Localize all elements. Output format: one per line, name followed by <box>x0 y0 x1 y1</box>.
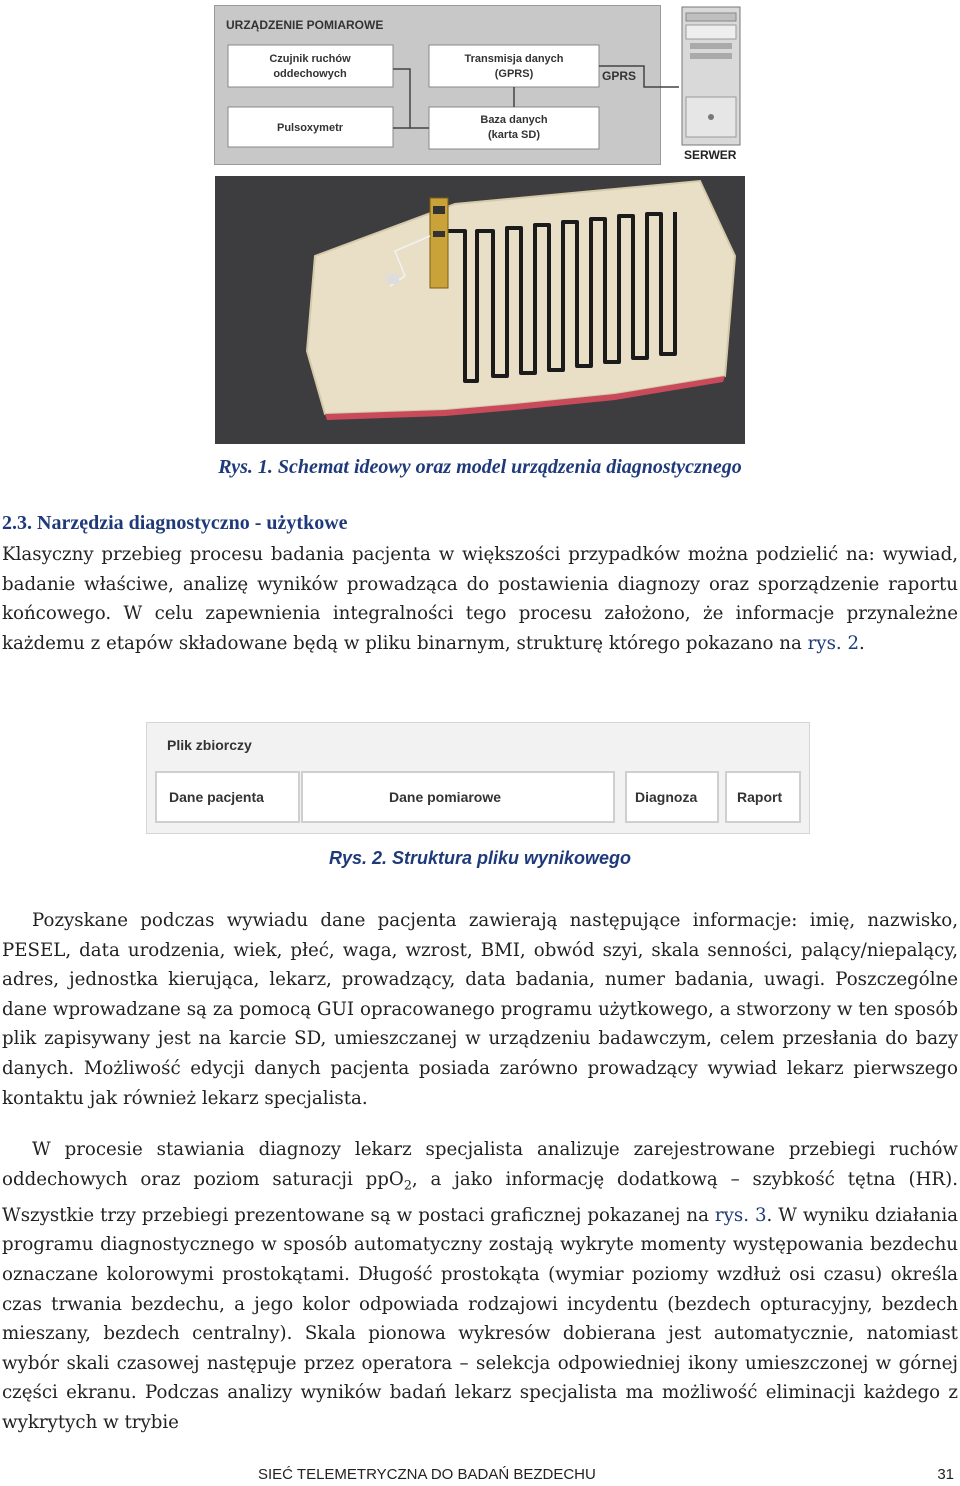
gprs-link-label: GPRS <box>602 69 637 83</box>
file-structure-title: Plik zbiorczy <box>167 737 252 753</box>
database-label-2: (karta SD) <box>488 129 540 141</box>
device-title: URZĄDZENIE POMIAROWE <box>226 18 384 32</box>
database-label-1: Baza danych <box>480 114 548 126</box>
figure-2-caption: Rys. 2. Struktura pliku wynikowego <box>328 848 632 868</box>
file-structure-diagram <box>146 722 810 834</box>
paragraph-3 <box>2 1135 958 1438</box>
transmission-label-2: (GPRS) <box>494 68 534 80</box>
figure-3-reference[interactable]: rys. 3 <box>714 1204 767 1226</box>
sensor-label-1: Czujnik ruchów <box>269 53 351 65</box>
paragraph-3-text-a: W procesie stawiania diagnozy lekarz specjalista analizuje zarejestrowane przebiegi ruchów oddechowych oraz poziom saturacji ppO <box>2 1139 958 1190</box>
section-heading: 2.3. Narzędzia diagnostyczno - użytkowe <box>2 512 348 534</box>
paragraph-3-text-b: , a jako informację dodatkową – szybkość tętna (HR). Wszystkie trzy przebiegi prezentowane są w postaci graficznej pokazanej na <box>2 1168 959 1226</box>
paragraph-3-subscript: 2 <box>403 1178 412 1194</box>
cell-patient-data: Dane pacjenta <box>155 771 300 823</box>
figure-1-caption: Rys. 1. Schemat ideowy oraz model urządzenia diagnostycznego <box>218 456 742 478</box>
cell-report: Raport <box>725 771 801 823</box>
server-icon <box>682 7 740 145</box>
page-number: 31 <box>937 1466 954 1483</box>
sensor-box <box>228 45 393 87</box>
paragraph-1-text-b: . <box>859 632 865 654</box>
cell-measurement-data: Dane pomiarowe <box>301 771 615 823</box>
paragraph-3-text-c: . W wyniku działania programu diagnostycznego w sposób automatyczny zostają wykryte momenty występowania bezdechu oznaczane kolorowymi prostokątami. Długość prostokąta (wymiar poziomy wzdłuż osi czasu) określa czas trwania bezdechu, a jego kolor odpowiada rodzajowi incydentu (bezdech opturacyjny, bezdech mieszany, bezdech centralny). Skala pionowa wykresów dobierana jest automatycznie, natomiast wybór skali czasowej następuje przez operatora – selekcja odpowiedniej ikony umieszczonej w górnej części ekranu. Podczas analizy wyników badań lekarz specjalista ma możliwość eliminacji każdego z wykrytych w trybie <box>2 1204 958 1433</box>
cell-diagnosis: Diagnoza <box>625 771 719 823</box>
block-diagram <box>214 5 745 167</box>
device-photo <box>215 176 745 444</box>
transmission-box <box>429 45 599 87</box>
figure-2-reference[interactable]: rys. 2 <box>807 632 860 654</box>
footer-title: SIEĆ TELEMETRYCZNA DO BADAŃ BEZDECHU <box>258 1466 596 1483</box>
paragraph-1-text-a: Klasyczny przebieg procesu badania pacjenta w większości przypadków można podzielić na: wywiad, badanie właściwe, analizę wyników prowadząca do postawienia diagnozy oraz sporządzenie raportu końcowego. W celu zapewnienia integralności tego procesu założono, że informacje przynależne każdemu z etapów składowane będą w pliku binarnym, strukturę którego pokazano na <box>2 544 958 654</box>
pulse-oximeter-label: Pulsoxymetr <box>276 122 344 134</box>
transmission-label-1: Transmisja danych <box>464 53 564 65</box>
paragraph-2 <box>2 906 958 1113</box>
paragraph-1 <box>2 540 958 658</box>
paragraph-2-text: Pozyskane podczas wywiadu dane pacjenta zawierają następujące informacje: imię, nazwisko, PESEL, data urodzenia, wiek, płeć, waga, wzrost, BMI, obwód szyi, skala senności, palący/niepalący, adres, jednostka kierująca, lekarz, prowadzący, data badania, numer badania, uwagi. Poszczególne dane wprowadzane są za pomocą GUI opracowanego programu użytkowego, a stworzony w ten sposób plik zapisywany jest na karcie SD, umieszczanej w urządzeniu badawczym, celem przesłania do bazy danych. Możliwość edycji danych pacjenta posiada zarówno prowadzący wywiad lekarz pierwszego kontaktu jak również lekarz specjalista. <box>2 910 958 1109</box>
server-label: SERWER <box>684 148 737 162</box>
sensor-label-2: oddechowych <box>273 68 347 80</box>
